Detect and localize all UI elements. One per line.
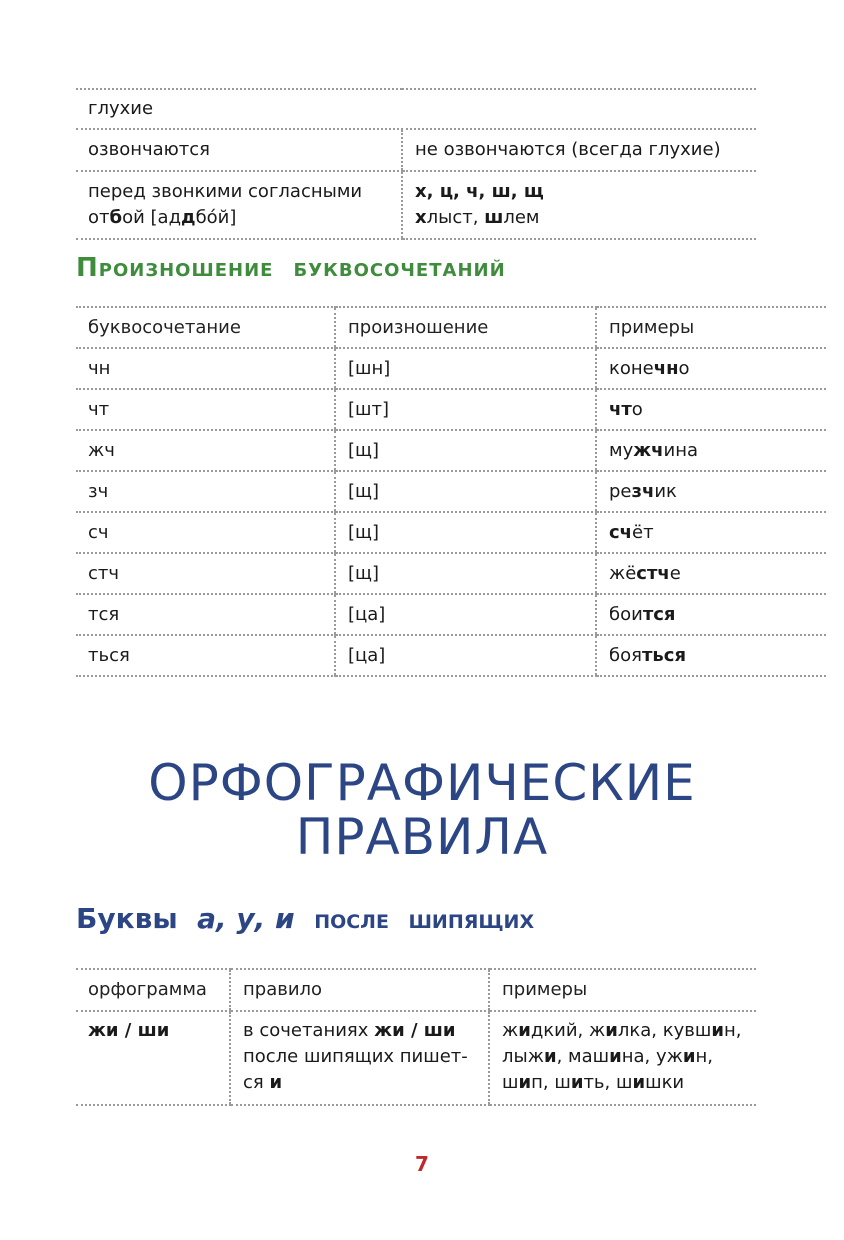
combo-cell: зч bbox=[76, 471, 335, 512]
table-row bbox=[76, 389, 826, 430]
combo-cell: жч bbox=[76, 430, 335, 471]
examples-line: жидкий, жилка, кувшин, bbox=[502, 1020, 742, 1041]
rule-examples-cell bbox=[489, 1011, 756, 1105]
combinations-title: Произношение буквосочетаний bbox=[76, 253, 506, 283]
unvoiced-letters: х, ц, ч, ш, щ bbox=[415, 181, 544, 202]
sound-col-head: произношение bbox=[335, 307, 596, 348]
combo-cell: стч bbox=[76, 553, 335, 594]
examples-col-head: примеры bbox=[596, 307, 826, 348]
voiced-rule-text: перед звонкими согласными bbox=[88, 181, 363, 202]
unvoiced-col-head: не озвончаются (всегда глухие) bbox=[402, 129, 756, 171]
rule-col-head: правило bbox=[230, 969, 489, 1011]
table-row bbox=[76, 430, 826, 471]
example-cell: бояться bbox=[596, 635, 826, 676]
example-cell: резчик bbox=[596, 471, 826, 512]
voiced-rule-cell bbox=[76, 171, 402, 239]
example-cell: мужчина bbox=[596, 430, 826, 471]
example-cell: боится bbox=[596, 594, 826, 635]
combo-cell: чн bbox=[76, 348, 335, 389]
unvoiced-examples: хлыст, шлем bbox=[415, 207, 540, 228]
table-row bbox=[76, 594, 826, 635]
combo-cell: сч bbox=[76, 512, 335, 553]
combo-col-head: буквосочетание bbox=[76, 307, 335, 348]
combo-cell: тся bbox=[76, 594, 335, 635]
table-row bbox=[76, 348, 826, 389]
example-cell: счёт bbox=[596, 512, 826, 553]
consonants-header: глухие bbox=[76, 89, 756, 129]
examples-line: шип, шить, шишки bbox=[502, 1072, 685, 1093]
table-row bbox=[76, 635, 826, 676]
rule-examples-col-head: примеры bbox=[489, 969, 756, 1011]
sound-cell: [щ] bbox=[335, 471, 596, 512]
combo-cell: чт bbox=[76, 389, 335, 430]
orthogram-cell: жи / ши bbox=[76, 1011, 230, 1105]
page-number: 7 bbox=[415, 1152, 429, 1176]
sound-cell: [шн] bbox=[335, 348, 596, 389]
examples-line: лыжи, машина, ужин, bbox=[502, 1046, 713, 1067]
table-row bbox=[76, 512, 826, 553]
rule-table bbox=[76, 968, 756, 1106]
rule-cell: в сочетаниях жи / ши после шипящих пишет- ся и bbox=[230, 1011, 489, 1105]
sound-cell: [щ] bbox=[335, 512, 596, 553]
sound-cell: [шт] bbox=[335, 389, 596, 430]
sound-cell: [ца] bbox=[335, 635, 596, 676]
sound-cell: [щ] bbox=[335, 553, 596, 594]
section-title: ОРФОГРАФИЧЕСКИЕ ПРАВИЛА bbox=[148, 754, 696, 866]
unvoiced-rule-cell bbox=[402, 171, 756, 239]
sound-cell: [ца] bbox=[335, 594, 596, 635]
example-cell: конечно bbox=[596, 348, 826, 389]
combo-cell: ться bbox=[76, 635, 335, 676]
example-cell: что bbox=[596, 389, 826, 430]
sound-cell: [щ] bbox=[335, 430, 596, 471]
consonants-table bbox=[76, 88, 756, 240]
voiced-col-head: озвончаются bbox=[76, 129, 402, 171]
example-cell: жёстче bbox=[596, 553, 826, 594]
table-row bbox=[76, 471, 826, 512]
rule-title: Буквы а, у, и после шипящих bbox=[76, 902, 535, 935]
orthogram-col-head: орфограмма bbox=[76, 969, 230, 1011]
table-row bbox=[76, 553, 826, 594]
voiced-example: отбой [аддбо́й] bbox=[88, 207, 237, 228]
combinations-table bbox=[76, 306, 826, 677]
